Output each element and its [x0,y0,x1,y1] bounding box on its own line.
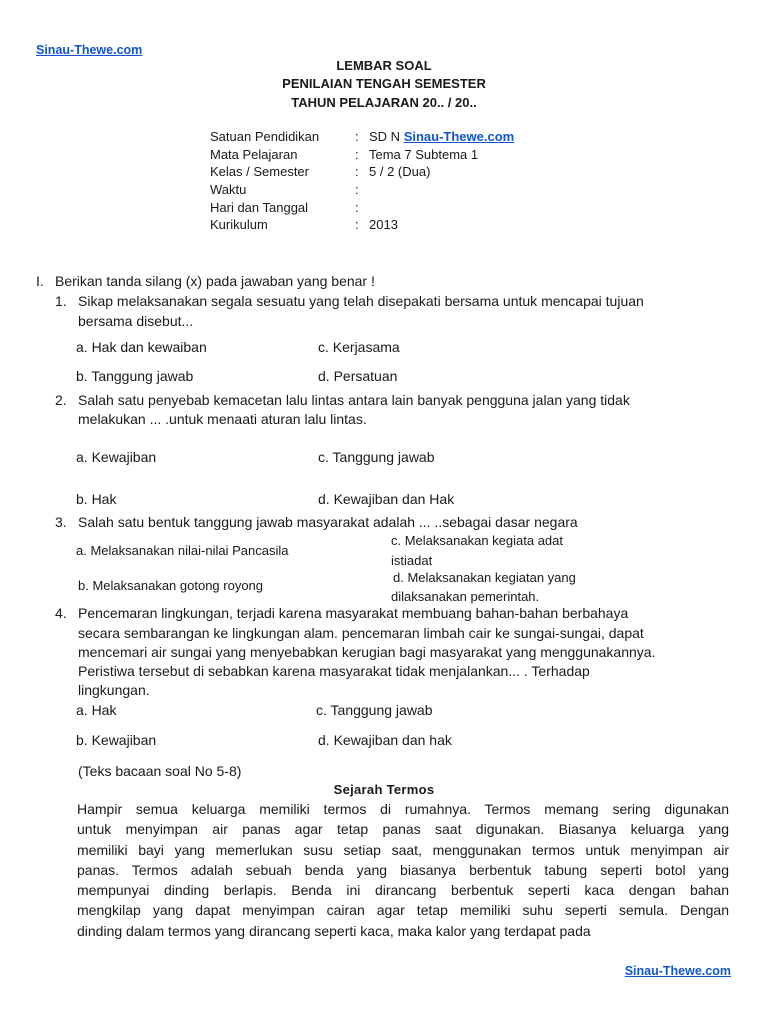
title-line-3: TAHUN PELAJARAN 20.. / 20.. [291,95,477,110]
question-number: 3. [55,514,67,530]
info-label-kelas: Kelas / Semester [210,164,309,179]
option-a[interactable]: a. Melaksanakan nilai-nilai Pancasila [76,543,289,558]
reading-line: mempunyai dinding berlapis. Benda ini dirancang berbentuk seperti kaca dengan bahan [77,882,729,899]
question-text-line: Peristiwa tersebut di sebabkan karena masyarakat tidak menjalankan... . Terhadap [78,663,590,679]
info-value-satuan [369,129,514,144]
reading-line: mengkilap yang dapat menyimpan cairan agar tetap memiliki suhu seperti semula. Dengan [77,902,729,919]
option-b[interactable]: b. Hak [76,491,117,507]
question-number: 4. [55,605,67,621]
option-c[interactable]: c. Tanggung jawab [316,702,433,718]
info-label-mapel: Mata Pelajaran [210,147,298,162]
section-instruction: Berikan tanda silang (x) pada jawaban yang benar ! [55,273,375,289]
option-a[interactable]: a. Hak [76,702,117,718]
option-b[interactable]: b. Kewajiban [76,732,157,748]
info-site-link[interactable]: Sinau-Thewe.com [403,129,515,144]
option-d[interactable]: d. Kewajiban dan Hak [318,491,455,507]
question-text-line: Sikap melaksanakan segala sesuatu yang telah disepakati bersama untuk mencapai tujuan [78,293,644,309]
question-text-line: Pencemaran lingkungan, terjadi karena masyarakat membuang bahan-bahan berbahaya [78,605,629,621]
reading-line: dinding dalam termos yang dirancang seperti kaca, maka kalor yang terdapat pada [77,922,591,939]
question-text-line: lingkungan. [78,682,150,698]
option-c[interactable]: c. Melaksanakan kegiata adat [391,533,563,548]
title-line-2: PENILAIAN TENGAH SEMESTER [282,76,486,91]
info-colon: : [355,200,359,215]
option-d-continued: dilaksanakan pemerintah. [391,589,540,604]
option-d[interactable]: d. Melaksanakan kegiatan yang [393,570,576,585]
question-text-line: Salah satu penyebab kemacetan lalu lintas antara lain banyak pengguna jalan yang tidak [78,392,630,408]
section-number: I. [36,273,44,289]
question-text-line: mencemari air sungai yang menyebabkan kerugian bagi masyarakat yang menggunakannya. [78,644,656,660]
reading-note: (Teks bacaan soal No 5-8) [78,763,242,779]
option-d[interactable]: d. Persatuan [318,368,398,384]
reading-line: panas. Termos adalah sebuah benda yang biasanya berbentuk tabung seperti botol yang [77,861,729,878]
reading-line: memiliki bayi yang memerlukan susu setiap saat, menggunakan termos untuk menyimpan air [77,841,729,858]
info-value-prefix: SD N [369,129,401,144]
footer-site-link[interactable]: Sinau-Thewe.com [624,964,731,978]
reading-line: untuk menyimpan air panas agar tetap panas saat digunakan. Biasanya keluarga yang [77,821,729,838]
question-number: 2. [55,392,67,408]
reading-title: Sejarah Termos [333,782,435,797]
info-colon: : [355,217,359,232]
option-d[interactable]: d. Kewajiban dan hak [318,732,452,748]
info-colon: : [355,129,359,144]
info-value-mapel: Tema 7 Subtema 1 [369,147,479,162]
info-label-waktu: Waktu [210,182,247,197]
info-label-satuan: Satuan Pendidikan [210,129,320,144]
option-b[interactable]: b. Melaksanakan gotong royong [78,578,264,593]
reading-line: Hampir semua keluarga memiliki termos di rumahnya. Termos memang sering digunakan [77,801,729,817]
header-site-link[interactable]: Sinau-Thewe.com [36,43,143,57]
option-a[interactable]: a. Kewajiban [76,449,157,465]
option-c[interactable]: c. Kerjasama [318,339,400,355]
info-value-kurikulum: 2013 [369,217,398,232]
question-text-line: melakukan ... .untuk menaati aturan lalu lintas. [78,411,367,427]
info-colon: : [355,164,359,179]
reading-body [77,799,729,941]
option-c[interactable]: c. Tanggung jawab [318,449,435,465]
question-number: 1. [55,293,67,309]
info-colon: : [355,147,359,162]
option-c-continued: istiadat [391,553,433,568]
question-text-line: bersama disebut... [78,313,194,329]
question-text-line: Salah satu bentuk tanggung jawab masyarakat adalah ... ..sebagai dasar negara [78,514,578,530]
option-a[interactable]: a. Hak dan kewaiban [76,339,207,355]
question-text-line: secara sembarangan ke lingkungan alam. pencemaran limbah cair ke sungai-sungai, dapat [78,625,644,641]
info-value-kelas: 5 / 2 (Dua) [369,164,431,179]
info-label-kurikulum: Kurikulum [210,217,268,232]
info-label-hari: Hari dan Tanggal [210,200,309,215]
info-colon: : [355,182,359,197]
option-b[interactable]: b. Tanggung jawab [76,368,194,384]
title-line-1: LEMBAR SOAL [336,58,432,73]
